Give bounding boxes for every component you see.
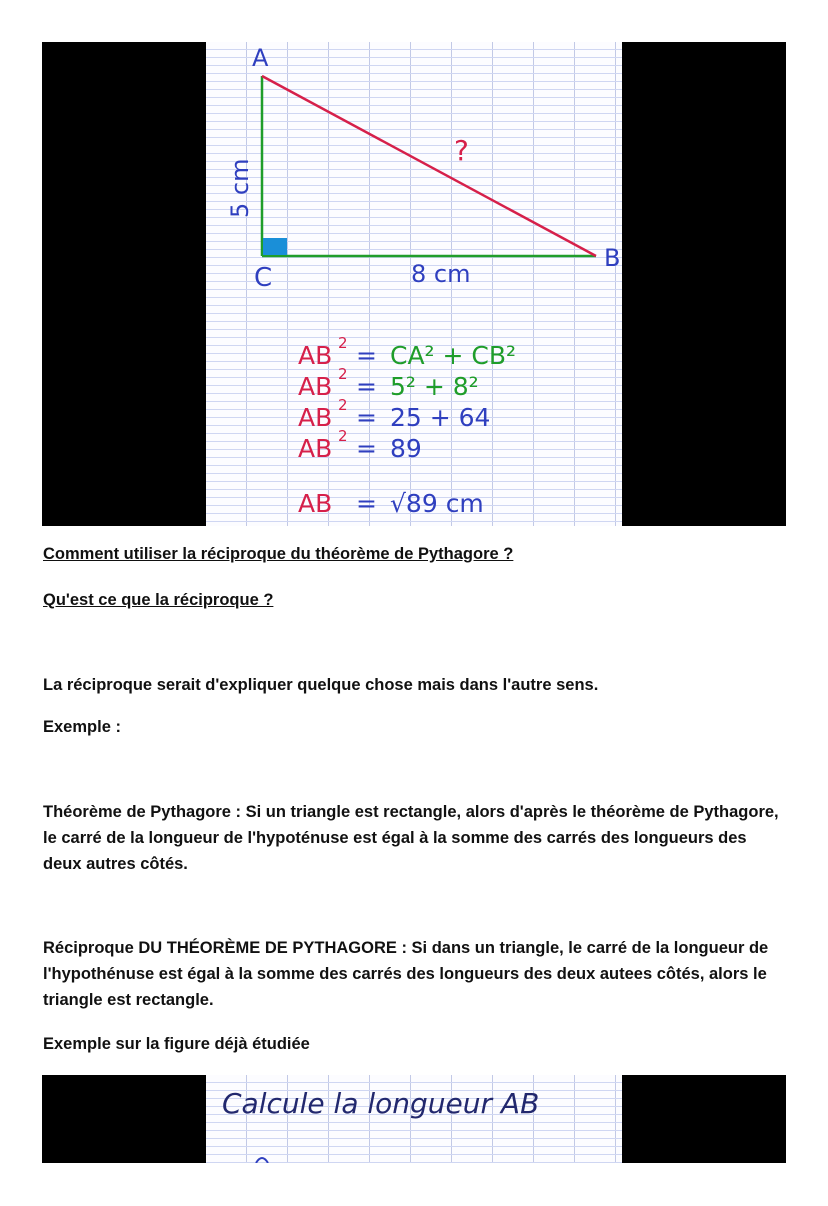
equation-row-3 [298, 396, 490, 432]
eq1-rhs: CA² + CB² [390, 341, 517, 370]
eq2-lhs: AB [298, 372, 333, 401]
equation-row-2 [298, 365, 479, 401]
eq4-sup: 2 [338, 427, 348, 445]
side-ca-label: 5 cm [226, 158, 254, 218]
eq5-eq: = [356, 489, 377, 518]
equation-row-4 [298, 427, 422, 463]
hypotenuse-line [262, 76, 596, 256]
eq3-eq: = [356, 403, 377, 432]
eq2-eq: = [356, 372, 377, 401]
eq3-sup: 2 [338, 396, 348, 414]
eq1-lhs: AB [298, 341, 333, 370]
equation-row-1 [298, 334, 516, 370]
eq1-eq: = [356, 341, 377, 370]
vertex-a-label: A [252, 44, 269, 72]
paragraph-pythagoras-converse: Réciproque DU THÉORÈME DE PYTHAGORE : Si dans un triangle, le carré de la longueur de l'hypothénuse est égal à la somme des carrés des longueurs des deux autees côtés, alors le triangle est rectangle. [43, 939, 769, 1009]
equation-block [298, 334, 516, 518]
figure-1-frame [42, 42, 786, 526]
eq5-lhs: AB [298, 489, 333, 518]
example-label: Exemple : [43, 718, 121, 736]
eq2-rhs: 5² + 8² [390, 372, 479, 401]
eq1-sup: 2 [338, 334, 348, 352]
figure-2-drawing [206, 1075, 622, 1163]
eq4-eq: = [356, 434, 377, 463]
figure-2-caption: Calcule la longueur AB [222, 1087, 540, 1120]
vertex-c-label: C [254, 263, 273, 293]
eq3-lhs: AB [298, 403, 333, 432]
example-on-figure-label: Exemple sur la figure déjà étudiée [43, 1035, 310, 1053]
right-angle-marker [263, 238, 287, 255]
eq5-rhs: √89 cm [390, 489, 484, 518]
paragraph-pythagoras-theorem: Théorème de Pythagore : Si un triangle est rectangle, alors d'après le théorème de Pythagore, le carré de la longueur de l'hypoténuse est égal à la somme des carrés des longueurs des deux autres côtés. [43, 803, 779, 873]
eq3-rhs: 25 + 64 [390, 403, 491, 432]
paragraph-reciprocal-definition: La réciproque serait d'expliquer quelque chose mais dans l'autre sens. [43, 676, 599, 694]
equation-row-5 [298, 489, 484, 518]
eq4-rhs: 89 [390, 434, 422, 463]
vertex-b-label: B [604, 244, 621, 272]
triangle-figure [206, 42, 622, 526]
heading-reciprocal-usage: Comment utiliser la réciproque du théorème de Pythagore ? [43, 545, 514, 563]
side-cb-label: 8 cm [411, 260, 471, 288]
partial-letter-mark [256, 1158, 268, 1163]
figure-2-paper [206, 1075, 622, 1163]
figure-1-paper [206, 42, 622, 526]
eq2-sup: 2 [338, 365, 348, 383]
heading-what-is-reciprocal: Qu'est ce que la réciproque ? [43, 591, 274, 609]
eq4-lhs: AB [298, 434, 333, 463]
figure-2-frame [42, 1075, 786, 1163]
unknown-label: ? [454, 134, 469, 167]
